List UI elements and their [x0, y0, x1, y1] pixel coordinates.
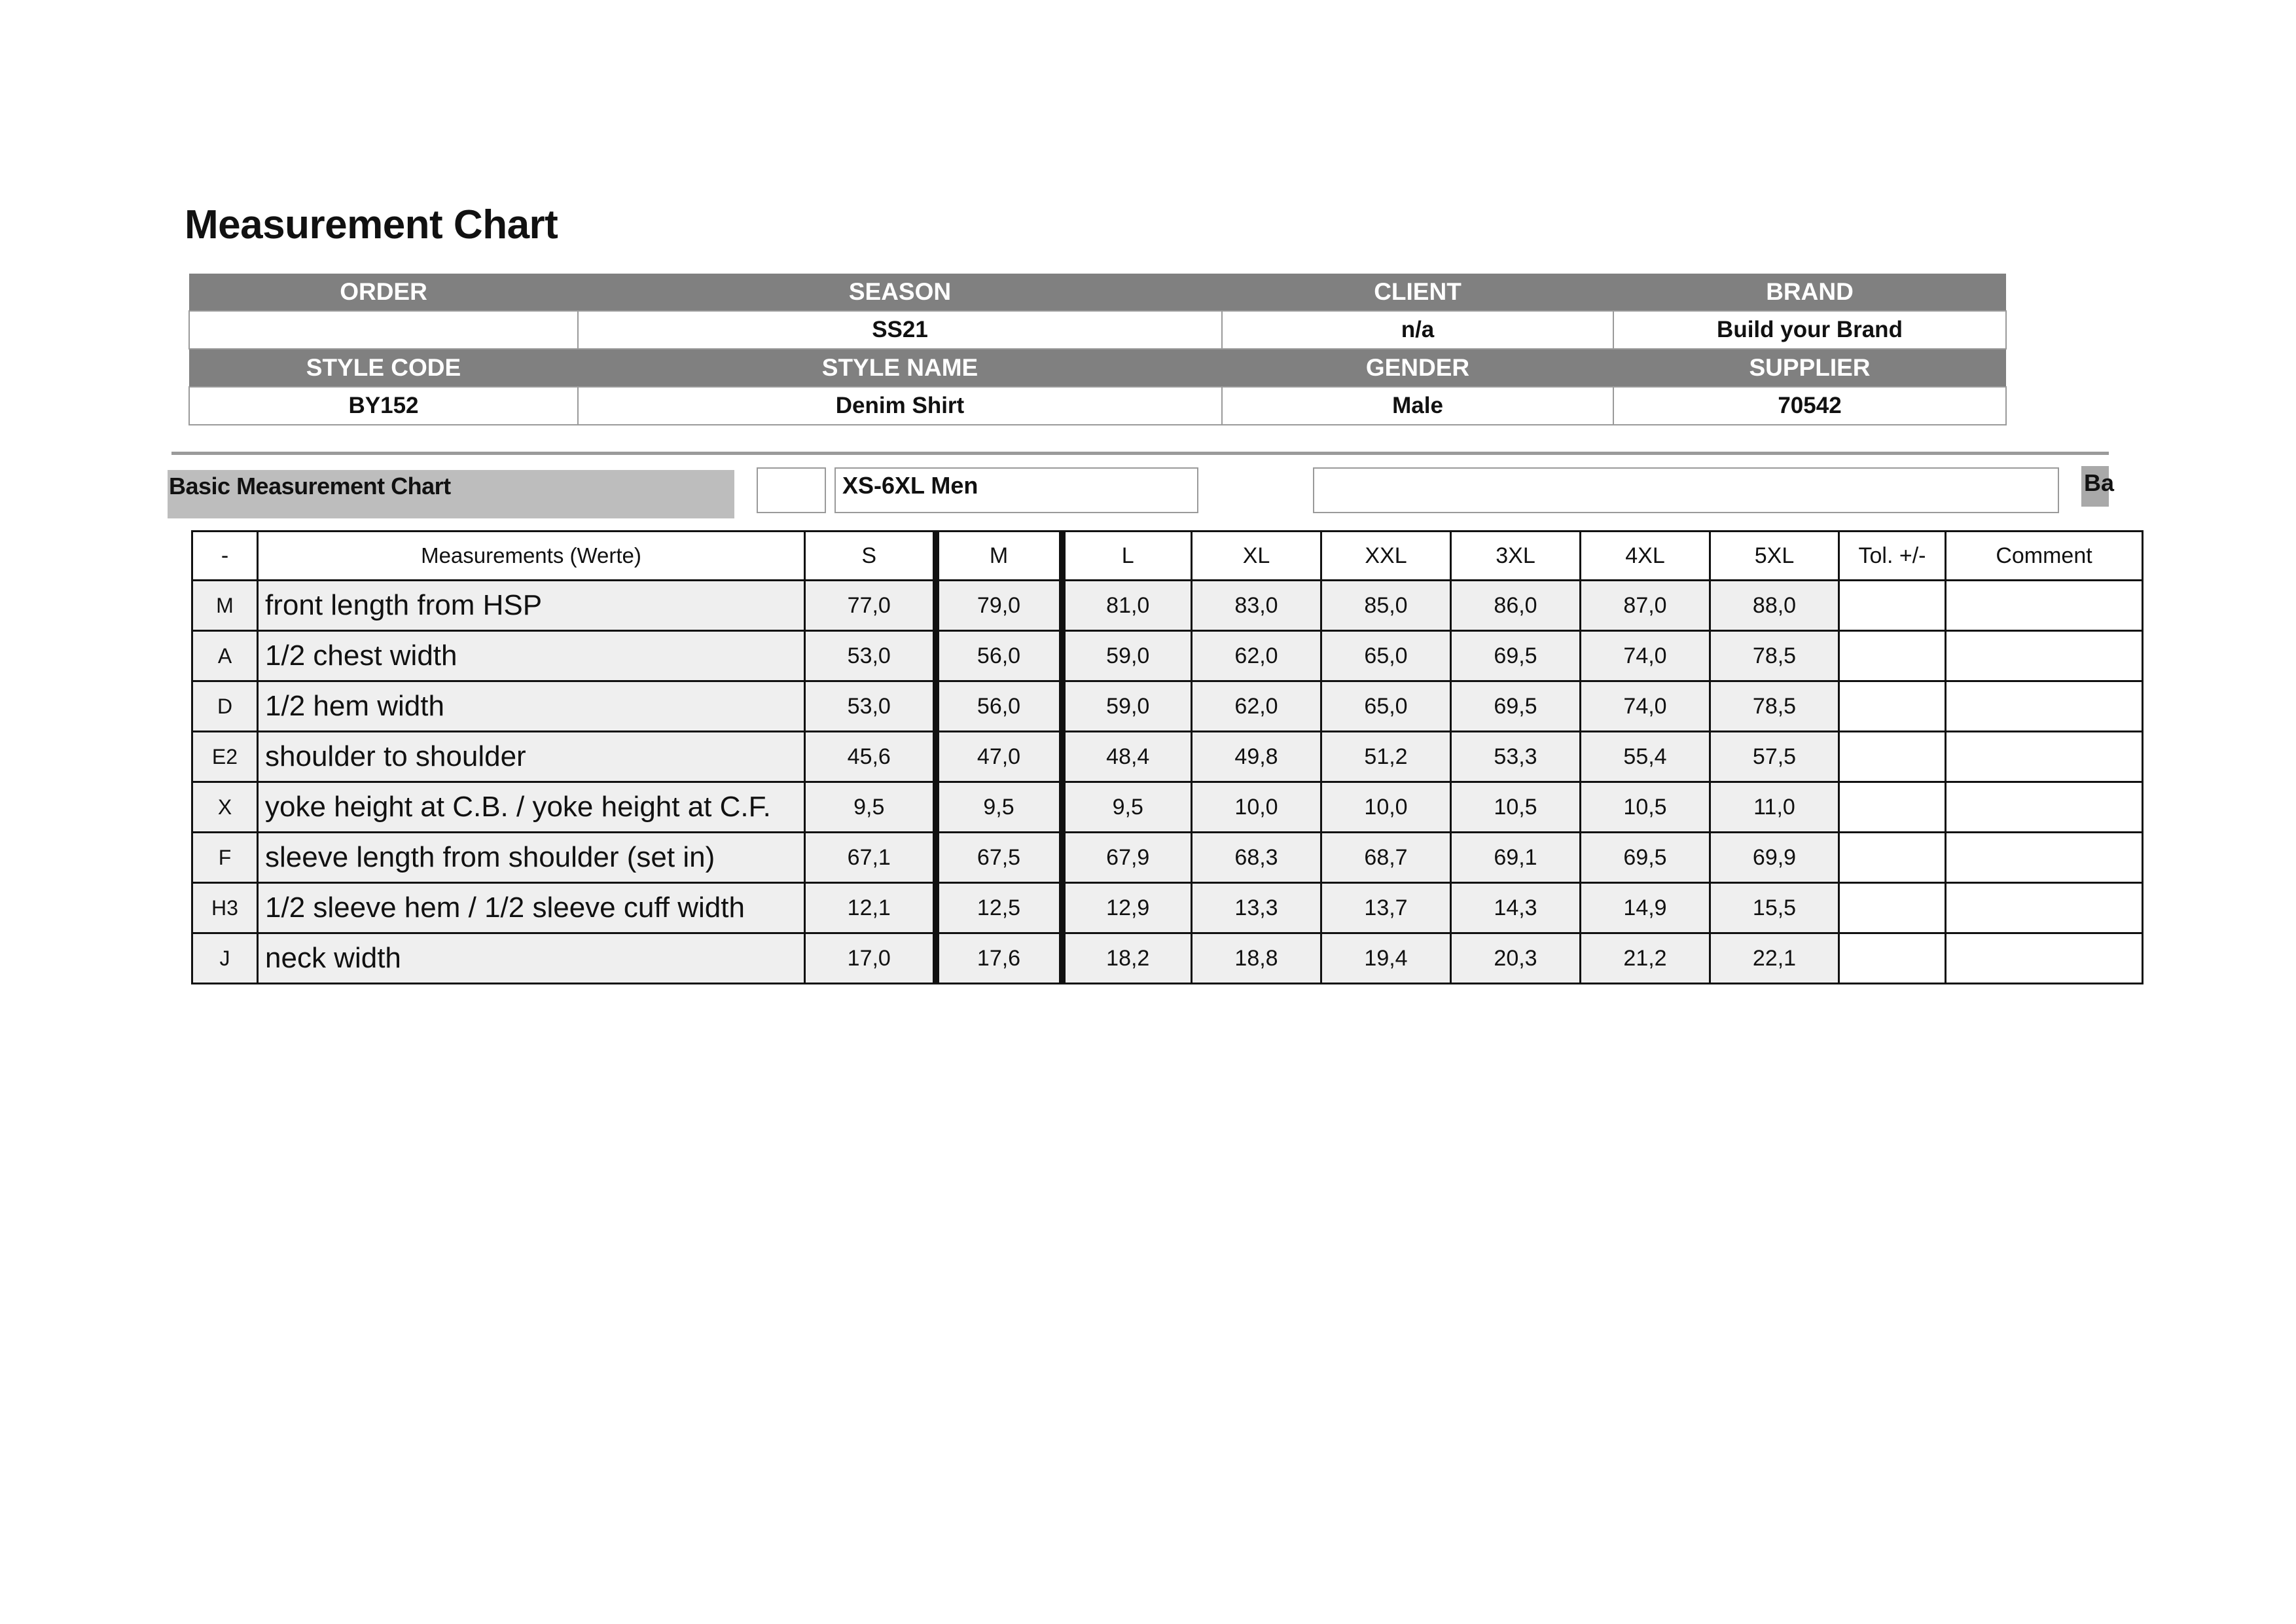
measurement-value: 69,1 [1451, 833, 1581, 883]
measurement-value: 67,9 [1062, 833, 1192, 883]
comment-cell [1946, 631, 2143, 681]
comment-cell [1946, 581, 2143, 631]
table-row [192, 782, 2143, 833]
tolerance-header: Tol. +/- [1839, 532, 1946, 581]
measurement-value: 56,0 [936, 631, 1062, 681]
measurement-value: 68,3 [1192, 833, 1321, 883]
measurement-value: 87,0 [1581, 581, 1710, 631]
style-name-header: STYLE NAME [578, 349, 1222, 387]
size-4xl-header: 4XL [1581, 532, 1710, 581]
measurement-code: F [192, 833, 258, 883]
measurement-value: 45,6 [805, 732, 936, 782]
gender-value: Male [1222, 387, 1613, 425]
supplier-header: SUPPLIER [1613, 349, 2006, 387]
measurement-value: 13,7 [1321, 883, 1451, 933]
measurement-value: 17,0 [805, 933, 936, 984]
measurement-value: 74,0 [1581, 681, 1710, 732]
measurement-value: 62,0 [1192, 681, 1321, 732]
page-title: Measurement Chart [185, 202, 558, 247]
comment-cell [1946, 883, 2143, 933]
basic-chart-label: Basic Measurement Chart [168, 470, 734, 518]
measurement-code: E2 [192, 732, 258, 782]
tolerance-cell [1839, 883, 1946, 933]
size-m-header: M [936, 532, 1062, 581]
measurement-value: 9,5 [936, 782, 1062, 833]
measurement-code: H3 [192, 883, 258, 933]
measurement-value: 65,0 [1321, 681, 1451, 732]
season-header: SEASON [578, 274, 1222, 311]
measurement-name: yoke height at C.B. / yoke height at C.F. [258, 782, 805, 833]
measurement-code: M [192, 581, 258, 631]
measurement-value: 18,8 [1192, 933, 1321, 984]
measurement-value: 9,5 [805, 782, 936, 833]
note-field [1313, 467, 2059, 513]
table-row [192, 883, 2143, 933]
measurement-table-wrapper [191, 530, 2109, 1005]
tolerance-cell [1839, 732, 1946, 782]
measurement-name: neck width [258, 933, 805, 984]
measurement-value: 77,0 [805, 581, 936, 631]
measurement-value: 12,9 [1062, 883, 1192, 933]
measurement-value: 81,0 [1062, 581, 1192, 631]
tolerance-cell [1839, 933, 1946, 984]
measurement-value: 57,5 [1710, 732, 1839, 782]
measurement-value: 83,0 [1192, 581, 1321, 631]
measurement-value: 69,5 [1451, 631, 1581, 681]
measurement-value: 10,0 [1321, 782, 1451, 833]
measurement-code: D [192, 681, 258, 732]
size-s-header: S [805, 532, 936, 581]
measurement-value: 88,0 [1710, 581, 1839, 631]
info-header-row [189, 274, 2006, 311]
brand-header: BRAND [1613, 274, 2006, 311]
measurement-value: 68,7 [1321, 833, 1451, 883]
measurement-value: 48,4 [1062, 732, 1192, 782]
measurement-value: 69,5 [1581, 833, 1710, 883]
style-code-header: STYLE CODE [189, 349, 578, 387]
measurement-value: 10,5 [1451, 782, 1581, 833]
comment-cell [1946, 933, 2143, 984]
measurement-value: 53,0 [805, 631, 936, 681]
measurement-name: sleeve length from shoulder (set in) [258, 833, 805, 883]
measurement-value: 11,0 [1710, 782, 1839, 833]
tolerance-cell [1839, 833, 1946, 883]
measurement-name: shoulder to shoulder [258, 732, 805, 782]
client-value: n/a [1222, 311, 1613, 349]
info-header-row [189, 349, 2006, 387]
measurement-value: 49,8 [1192, 732, 1321, 782]
info-value-row [189, 387, 2006, 425]
order-info-table [188, 274, 2007, 425]
table-row [192, 631, 2143, 681]
gender-header: GENDER [1222, 349, 1613, 387]
measurement-value: 74,0 [1581, 631, 1710, 681]
table-row [192, 933, 2143, 984]
measurement-value: 67,1 [805, 833, 936, 883]
measurement-name: 1/2 chest width [258, 631, 805, 681]
tolerance-cell [1839, 681, 1946, 732]
measurement-value: 59,0 [1062, 681, 1192, 732]
measurement-value: 21,2 [1581, 933, 1710, 984]
measurement-value: 14,9 [1581, 883, 1710, 933]
comment-header: Comment [1946, 532, 2143, 581]
measurement-value: 18,2 [1062, 933, 1192, 984]
measurement-code: A [192, 631, 258, 681]
measurement-value: 47,0 [936, 732, 1062, 782]
size-5xl-header: 5XL [1710, 532, 1839, 581]
measurement-code: J [192, 933, 258, 984]
table-row [192, 732, 2143, 782]
section-divider [171, 452, 2109, 455]
size-3xl-header: 3XL [1451, 532, 1581, 581]
measurement-value: 85,0 [1321, 581, 1451, 631]
measurement-value: 65,0 [1321, 631, 1451, 681]
tolerance-cell [1839, 631, 1946, 681]
measurement-value: 56,0 [936, 681, 1062, 732]
measurement-value: 62,0 [1192, 631, 1321, 681]
measurement-value: 13,3 [1192, 883, 1321, 933]
measurement-value: 51,2 [1321, 732, 1451, 782]
measurement-value: 55,4 [1581, 732, 1710, 782]
size-xxl-header: XXL [1321, 532, 1451, 581]
tolerance-cell [1839, 782, 1946, 833]
table-header-row [192, 532, 2143, 581]
measurement-value: 15,5 [1710, 883, 1839, 933]
measurement-value: 86,0 [1451, 581, 1581, 631]
measurement-value: 59,0 [1062, 631, 1192, 681]
comment-cell [1946, 732, 2143, 782]
supplier-value: 70542 [1613, 387, 2006, 425]
measurement-value: 14,3 [1451, 883, 1581, 933]
comment-cell [1946, 833, 2143, 883]
measurement-value: 9,5 [1062, 782, 1192, 833]
measurement-value: 79,0 [936, 581, 1062, 631]
measurement-value: 10,5 [1581, 782, 1710, 833]
season-value: SS21 [578, 311, 1222, 349]
measurement-value: 53,0 [805, 681, 936, 732]
size-xl-header: XL [1192, 532, 1321, 581]
measurement-value: 69,5 [1451, 681, 1581, 732]
measurements-header: Measurements (Werte) [258, 532, 805, 581]
order-header: ORDER [189, 274, 578, 311]
order-value [189, 311, 578, 349]
dash-header: - [192, 532, 258, 581]
comment-cell [1946, 681, 2143, 732]
style-name-value: Denim Shirt [578, 387, 1222, 425]
table-row [192, 581, 2143, 631]
truncated-label: Ba [2081, 466, 2109, 507]
measurement-value: 67,5 [936, 833, 1062, 883]
brand-value: Build your Brand [1613, 311, 2006, 349]
measurement-value: 17,6 [936, 933, 1062, 984]
measurement-name: front length from HSP [258, 581, 805, 631]
measurement-value: 53,3 [1451, 732, 1581, 782]
measurement-value: 20,3 [1451, 933, 1581, 984]
comment-cell [1946, 782, 2143, 833]
size-code-field [757, 467, 826, 513]
measurement-name: 1/2 hem width [258, 681, 805, 732]
measurement-code: X [192, 782, 258, 833]
measurement-table [191, 530, 2144, 984]
table-row [192, 833, 2143, 883]
style-code-value: BY152 [189, 387, 578, 425]
measurement-value: 12,5 [936, 883, 1062, 933]
measurement-value: 78,5 [1710, 681, 1839, 732]
info-value-row [189, 311, 2006, 349]
measurement-value: 69,9 [1710, 833, 1839, 883]
tolerance-cell [1839, 581, 1946, 631]
measurement-value: 10,0 [1192, 782, 1321, 833]
client-header: CLIENT [1222, 274, 1613, 311]
measurement-name: 1/2 sleeve hem / 1/2 sleeve cuff width [258, 883, 805, 933]
measurement-value: 22,1 [1710, 933, 1839, 984]
measurement-value: 78,5 [1710, 631, 1839, 681]
table-row [192, 681, 2143, 732]
measurement-value: 19,4 [1321, 933, 1451, 984]
size-l-header: L [1062, 532, 1192, 581]
measurement-value: 12,1 [805, 883, 936, 933]
size-range-field: XS-6XL Men [834, 467, 1198, 513]
